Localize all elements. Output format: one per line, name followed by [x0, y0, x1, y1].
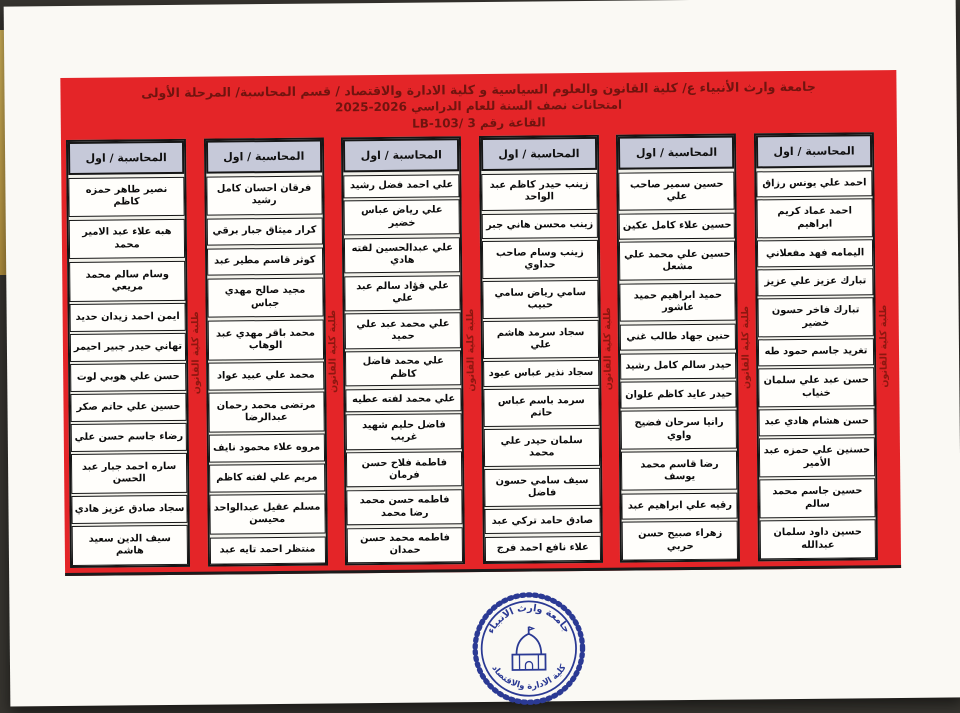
student-name-cell: حسين سمير صاحب علي	[619, 171, 735, 211]
student-name-cell: حميد ابراهيم حميد عاشور	[620, 282, 736, 322]
student-name-cell: تهاني حيدر جبير احيمر	[70, 333, 186, 362]
student-table	[66, 139, 190, 568]
student-name-cell: حسين جاسم محمد سالم	[759, 479, 875, 519]
student-name-cell: حيدر سالم كامل رشيد	[620, 352, 736, 379]
student-name-cell: علي محمد فاضل كاظم	[345, 350, 461, 386]
student-name-cell: علاء نافع احمد فرج	[485, 536, 601, 562]
student-name-cell: سلمان حيدر علي محمد	[484, 428, 600, 467]
student-name-cell: سجاد صادق عزيز هادي	[71, 495, 187, 524]
student-name-cell: حسين علي محمد علي مشعل	[619, 241, 735, 281]
law-college-strip-label: طلبة كلية القانون	[877, 304, 890, 388]
student-name-cell: فرقان احسان كامل رشيد	[206, 175, 322, 216]
student-name-cell: حسن هشام هادي عبد	[759, 409, 875, 436]
student-name-cell: رضا قاسم محمد يوسف	[621, 451, 737, 491]
student-name-cell: زينب وسام صاحب حداوي	[482, 240, 598, 279]
law-college-strip-label: طلبة كلية القانون	[464, 308, 477, 392]
student-table	[616, 134, 740, 563]
student-name-cell: سيف الدين سعيد هاشم	[72, 525, 188, 566]
student-table	[341, 136, 465, 565]
student-name-cell: فاضل حليم شهيد غريب	[346, 414, 462, 450]
student-name-cell: علي رياض عباس خضير	[344, 199, 460, 235]
student-name-cell: سامي رياض سامي حبيب	[482, 280, 598, 319]
student-name-cell: مروه علاء محمود نايف	[208, 434, 324, 463]
student-name-cell: سجاد نذير عباس عبود	[483, 360, 599, 386]
document-header	[60, 70, 897, 136]
student-column-group	[616, 133, 755, 562]
student-name-cell: فاطمه حسن محمد رضا محمد	[347, 489, 463, 525]
paper-sheet	[4, 0, 960, 707]
student-name-cell: حسين علاء كامل عكين	[619, 212, 735, 239]
column-header-cell: المحاسبة / اول	[618, 136, 734, 170]
student-name-cell: حسنين علي حمزه عبد الأمير	[759, 437, 875, 477]
student-column-group	[754, 132, 893, 561]
seal-bottom-text: كلية الادارة والاقتصاد	[489, 663, 569, 692]
student-name-cell: فاطمة فلاح حسن فرمان	[346, 451, 462, 487]
student-name-cell: مسلم عقيل عبدالواحد محيسن	[209, 494, 325, 535]
law-college-strip	[324, 137, 343, 565]
university-seal-logo	[469, 589, 588, 708]
law-college-strip	[461, 136, 480, 564]
shrine-icon	[512, 627, 545, 670]
student-name-cell: علي محمد عبد علي حميد	[345, 313, 461, 349]
student-table	[204, 138, 328, 567]
student-name-cell: مرتضى محمد رحمان عبدالرضا	[208, 392, 324, 433]
student-column-group	[66, 139, 205, 568]
law-college-strip-label: طلبة كلية القانون	[602, 307, 615, 391]
student-name-cell: زهراء صبيح حسن حربي	[622, 521, 738, 561]
law-college-strip	[736, 133, 755, 561]
student-name-cell: سجاد سرمد هاشم علي	[483, 320, 599, 359]
column-header-cell: المحاسبة / اول	[756, 134, 872, 168]
student-name-cell: علي عبدالحسين لفته هادي	[344, 237, 460, 273]
header-exam-line: امتحانات نصف السنة للعام الدراسي 2026-2025	[335, 97, 623, 115]
student-column-group	[341, 136, 480, 565]
law-college-strip	[874, 132, 893, 560]
student-name-cell: محمد باقر مهدي عبد الوهاب	[207, 319, 323, 360]
law-college-strip-label: طلبة كلية القانون	[739, 305, 752, 390]
student-name-cell: ساره احمد جبار عبد الحسن	[71, 453, 187, 494]
student-name-cell: حسن عبد علي سلمان خنياب	[758, 367, 874, 407]
student-name-cell: اليمامه فهد مفعلاني	[757, 240, 873, 267]
student-name-cell: احمد علي يونس رزاق	[756, 170, 872, 197]
student-name-cell: علي احمد فضل رشيد	[344, 174, 460, 198]
student-name-cell: زينب حيدر كاظم عبد الواحد	[481, 172, 597, 211]
student-name-cell: منتظر احمد تايه عبد	[209, 536, 325, 565]
student-name-cell: نصير طاهر حمزه كاظم	[68, 176, 184, 217]
student-name-cell: حسين علي حاتم صكر	[70, 393, 186, 422]
seal-svg	[469, 589, 588, 708]
student-name-cell: حيدر عايد كاظم علوان	[621, 381, 737, 408]
student-name-cell: سرمد باسم عباس حاتم	[483, 388, 599, 427]
student-name-cell: فاطمه محمد حسن حمدان	[347, 527, 463, 563]
student-name-cell: وسام سالم محمد مريعي	[69, 261, 185, 302]
student-name-cell: علي محمد لفته عطيه	[346, 388, 462, 412]
student-columns	[61, 128, 901, 574]
column-header-cell: المحاسبة / اول	[68, 141, 184, 175]
student-name-cell: هبه علاء عبد الامير محمد	[69, 219, 185, 260]
law-college-strip	[186, 139, 205, 567]
student-name-cell: علي فؤاد سالم عبد علي	[344, 275, 460, 311]
student-name-cell: مجيد صالح مهدي جباس	[207, 277, 323, 318]
student-name-cell: مريم علي لفته كاظم	[209, 464, 325, 493]
student-name-cell: رانيا سرحان فضيح واوي	[621, 410, 737, 450]
student-name-cell: حسن علي هوبي لوت	[70, 363, 186, 392]
student-name-cell: كرار ميثاق جبار برقي	[206, 217, 322, 246]
law-college-strip	[599, 135, 618, 563]
student-name-cell: تغريد جاسم حمود طه	[758, 339, 874, 366]
student-name-cell: كوثر قاسم مطير عبد	[207, 247, 323, 276]
student-table	[479, 135, 603, 564]
student-name-cell: صادق حامد تركي عبد	[484, 508, 600, 534]
student-name-cell: رقيه علي ابراهيم عبد	[622, 492, 738, 519]
student-name-cell: محمد علي عبيد عواد	[208, 362, 324, 391]
student-name-cell: سيف سامي حسون فاضل	[484, 468, 600, 507]
student-name-cell: حسين داود سلمان عبدالله	[760, 520, 876, 560]
student-name-cell: ايمن احمد زيدان حديد	[70, 303, 186, 332]
student-name-cell: رضاء جاسم حسن علي	[71, 423, 187, 452]
column-header-cell: المحاسبة / اول	[206, 140, 322, 174]
student-name-cell: زينب محسن هاني جبر	[481, 212, 597, 238]
column-header-cell: المحاسبة / اول	[343, 138, 459, 172]
header-title-line: جامعة وارث الأنبياء ع/ كلية القانون والعلوم السياسية و كلية الادارة والاقتصاد / قسم المحاسبة/ المرحلة الأولى	[141, 78, 816, 101]
seal-top-text: جامعة وارث الانبياء	[485, 602, 572, 636]
student-name-cell: احمد عماد كريم ابراهيم	[757, 199, 873, 239]
header-room-line: القاعة رقم 3 /LB-103	[411, 115, 546, 131]
student-name-cell: تبارك عزيز علي عزيز	[757, 269, 873, 296]
student-column-group	[479, 135, 618, 564]
student-name-cell: تبارك فاخر حسون خضير	[758, 297, 874, 337]
column-header-cell: المحاسبة / اول	[481, 137, 597, 171]
law-college-strip-label: طلبة كلية القانون	[189, 311, 202, 395]
student-name-cell: حنين جهاد طالب غني	[620, 323, 736, 350]
student-table	[754, 132, 878, 561]
law-college-strip-label: طلبة كلية القانون	[327, 309, 340, 393]
exam-schedule-block	[60, 70, 901, 576]
student-column-group	[204, 137, 343, 566]
